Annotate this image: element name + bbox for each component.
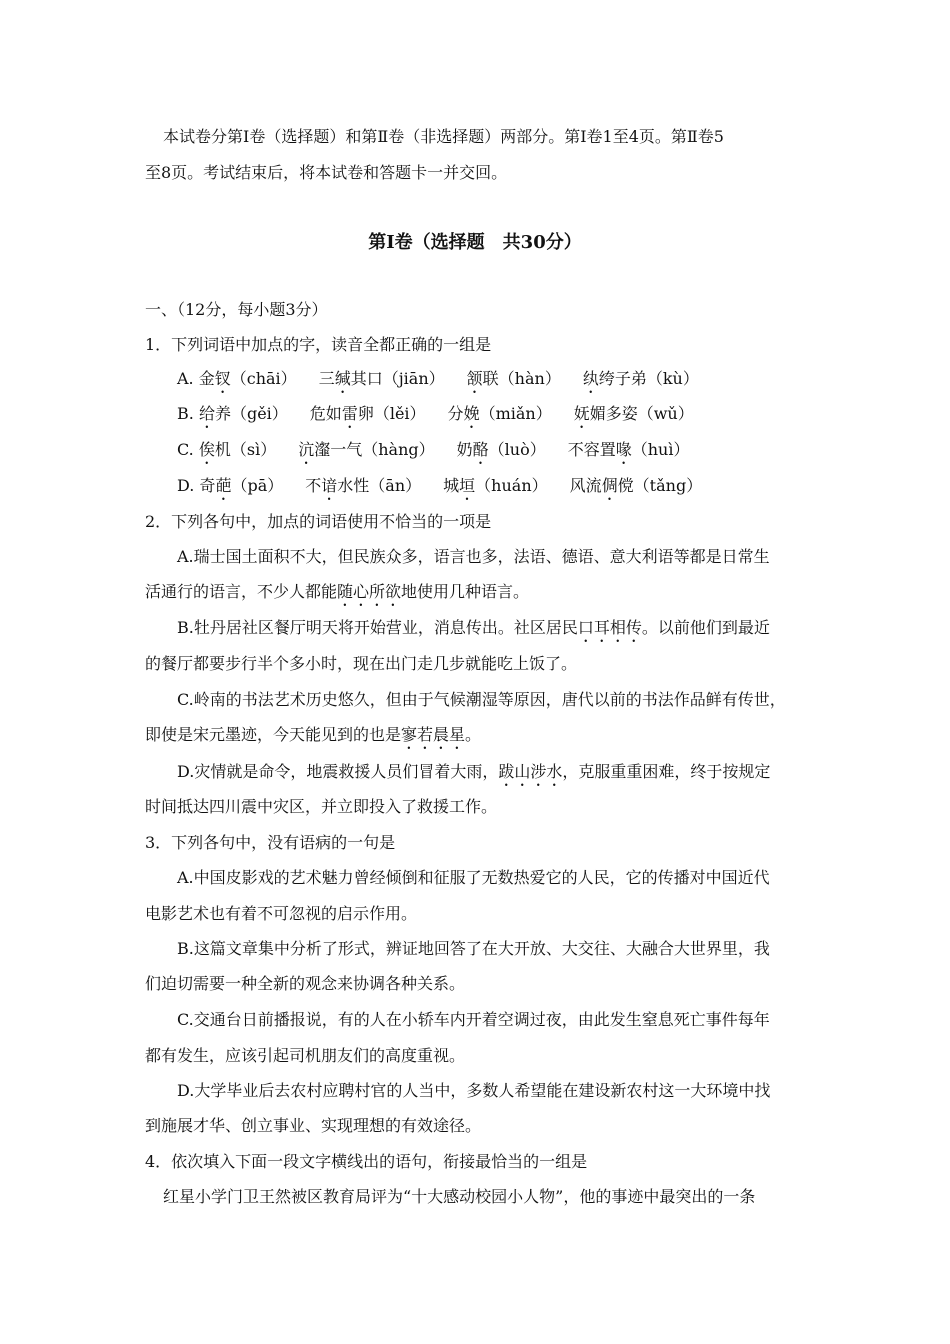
q2-d-line-2: 时间抵达四川震中灾区，并立即投入了救援工作。 — [145, 797, 498, 816]
q1-option-a: A. 金钗（chāi） 三缄其口（jiān） 颔联（hàn） 纨绔子弟（kù） — [177, 369, 699, 388]
q1-option-c: C. 俟机（sì） 沆瀣一气（hàng） 奶酪（luò） 不容置喙（huì） — [177, 440, 690, 459]
q3-d-line-1: D.大学毕业后去农村应聘村官的人当中，多数人希望能在建设新农村这一大环境中找 — [177, 1081, 771, 1100]
q3-b-line-2: 们迫切需要一种全新的观念来协调各种关系。 — [145, 974, 466, 993]
q2-stem: 2．下列各句中，加点的词语使用不恰当的一项是 — [145, 512, 492, 531]
q3-b-line-1: B.这篇文章集中分析了形式，辨证地回答了在大开放、大交往、大融合大世界里，我 — [177, 939, 770, 958]
q2-c-line-2: 即使是宋元墨迹，今天能见到的也是寥若晨星。 — [145, 725, 482, 744]
q2-b-line-1: B.牡丹居社区餐厅明天将开始营业，消息传出。社区居民口耳相传。以前他们到最近 — [177, 618, 770, 637]
q1-stem: 1．下列词语中加点的字，读音全都正确的一组是 — [145, 335, 492, 354]
q4-stem: 4．依次填入下面一段文字横线出的语句，衔接最恰当的一组是 — [145, 1152, 588, 1171]
q2-d-line-1: D.灾情就是命令，地震救援人员们冒着大雨，跋山涉水，克服重重困难，终于按规定 — [177, 762, 771, 781]
q1-option-b: B. 给养（gěi） 危如雷卵（lěi） 分娩（miǎn） 妩媚多姿（wǔ） — [177, 404, 694, 423]
section-title: 第Ⅰ卷（选择题 共30分） — [368, 232, 582, 253]
intro-line-1: 本试卷分第Ⅰ卷（选择题）和第Ⅱ卷（非选择题）两部分。第Ⅰ卷1至4页。第Ⅱ卷5 — [163, 127, 724, 146]
q3-a-line-1: A.中国皮影戏的艺术魅力曾经倾倒和征服了无数热爱它的人民，它的传播对中国近代 — [177, 868, 770, 887]
q3-c-line-1: C.交通台日前播报说，有的人在小轿车内开着空调过夜，由此发生窒息死亡事件每年 — [177, 1010, 770, 1029]
q2-a-line-2: 活通行的语言，不少人都能随心所欲地使用几种语言。 — [145, 582, 530, 601]
q2-b-line-2: 的餐厅都要步行半个多小时，现在出门走几步就能吃上饭了。 — [145, 654, 578, 673]
q3-a-line-2: 电影艺术也有着不可忽视的启示作用。 — [145, 904, 418, 923]
part1-header: 一、（12分，每小题3分） — [145, 300, 328, 319]
intro-line-2: 至8页。考试结束后，将本试卷和答题卡一并交回。 — [145, 163, 508, 182]
q2-a-line-1: A.瑞士国土面积不大，但民族众多，语言也多，法语、德语、意大利语等都是日常生 — [177, 547, 770, 566]
q1-option-d: D. 奇葩（pā） 不谙水性（ān） 城垣（huán） 风流倜傥（tǎng） — [177, 476, 703, 495]
q2-c-line-1: C.岭南的书法艺术历史悠久，但由于气候潮湿等原因，唐代以前的书法作品鲜有传世， — [177, 690, 786, 709]
q3-d-line-2: 到施展才华、创立事业、实现理想的有效途径。 — [145, 1116, 482, 1135]
q3-stem: 3．下列各句中，没有语病的一句是 — [145, 833, 396, 852]
q4-passage-line-1: 红星小学门卫王然被区教育局评为“十大感动校园小人物”，他的事迹中最突出的一条 — [163, 1187, 756, 1206]
q3-c-line-2: 都有发生，应该引起司机朋友们的高度重视。 — [145, 1046, 466, 1065]
